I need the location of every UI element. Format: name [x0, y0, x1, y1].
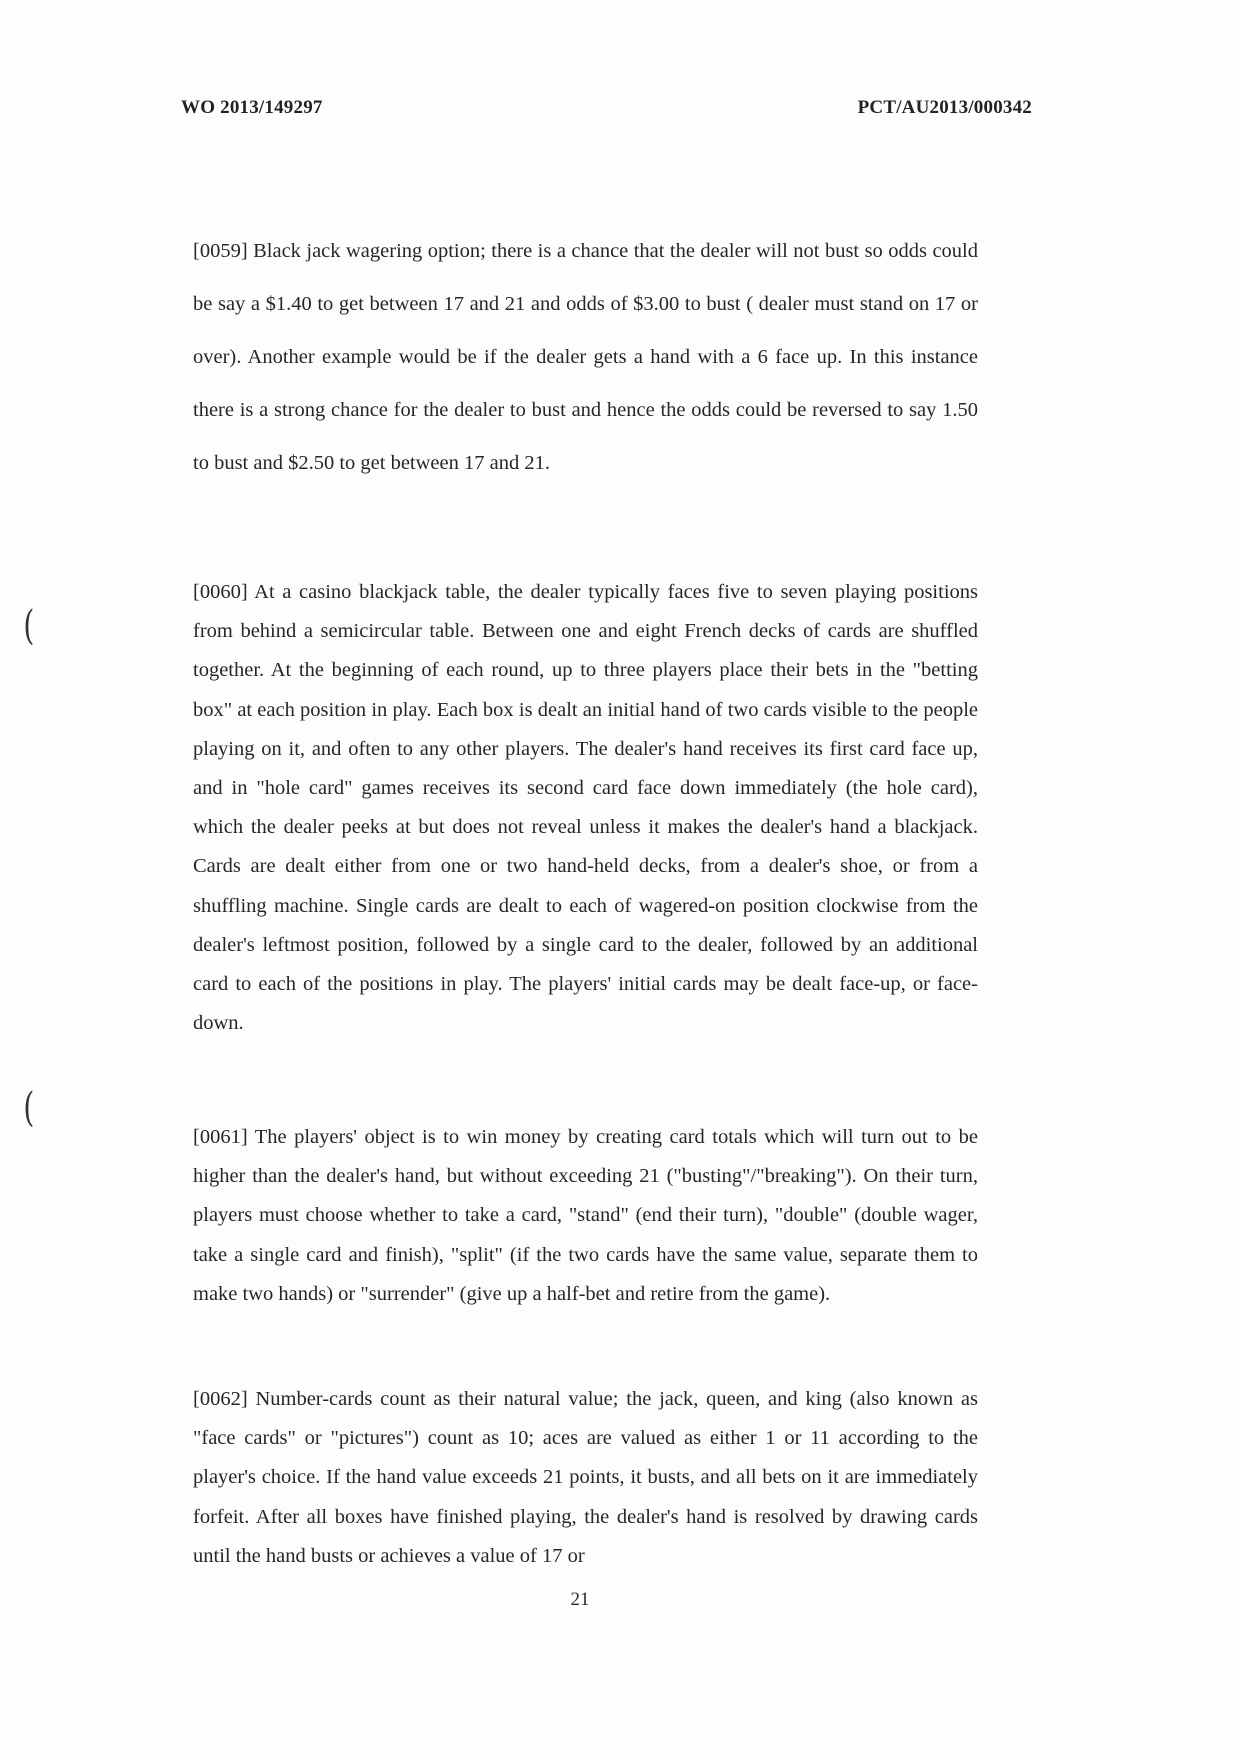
paragraph-0062: [0062] Number-cards count as their natural value; the jack, queen, and king (also known as "face cards" or "pictures") count as 10; aces are valued as either 1 or 11 according to the player's choice. If the hand value exceeds 21 points, it busts, and all bets on it are immediately forfeit. After all boxes have finished playing, the dealer's hand is resolved by drawing cards until the hand busts or achieves a value of 17 or — [193, 1388, 978, 1567]
punch-hole-mark: ( — [23, 603, 35, 649]
paragraph-0059: [0059] Black jack wagering option; there is a chance that the dealer will not bust so odds could be say a $1.40 to get between 17 and 21 and odds of $3.00 to bust ( dealer must stand on 17 or over). Another example would be if the dealer gets a hand with a 6 face up. In this instance there is a strong chance for the dealer to bust and hence the odds could be reversed to say 1.50 to bust and $2.50 to get between 17 and 21. — [193, 240, 978, 474]
page-number: 21 — [570, 1589, 590, 1610]
publication-number: WO 2013/149297 — [181, 97, 323, 118]
application-number: PCT/AU2013/000342 — [857, 97, 1032, 118]
paragraph-0061: [0061] The players' object is to win money by creating card totals which will turn out to be higher than the dealer's hand, but without exceeding 21 ("busting"/"breaking"). On their turn, players must choose whether to take a card, "stand" (end their turn), "double" (double wager, take a single card and finish), "split" (if the two cards have the same value, separate them to make two hands) or "surrender" (give up a half-bet and retire from the game). — [193, 1126, 978, 1305]
paragraph-0060: [0060] At a casino blackjack table, the dealer typically faces five to seven playing positions from behind a semicircular table. Between one and eight French decks of cards are shuffled together. At the beginning of each round, up to three players place their bets in the "betting box" at each position in play. Each box is dealt an initial hand of two cards visible to the people playing on it, and often to any other players. The dealer's hand receives its first card face up, and in "hole card" games receives its second card face down immediately (the hole card), which the dealer peeks at but does not reveal unless it makes the dealer's hand a blackjack. Cards are dealt either from one or two hand-held decks, from a dealer's shoe, or from a shuffling machine. Single cards are dealt to each of wagered-on position clockwise from the dealer's leftmost position, followed by a single card to the dealer, followed by an additional card to each of the positions in play. The players' initial cards may be dealt face-up, or face-down. — [193, 581, 978, 1035]
punch-hole-mark: ( — [23, 1085, 35, 1131]
